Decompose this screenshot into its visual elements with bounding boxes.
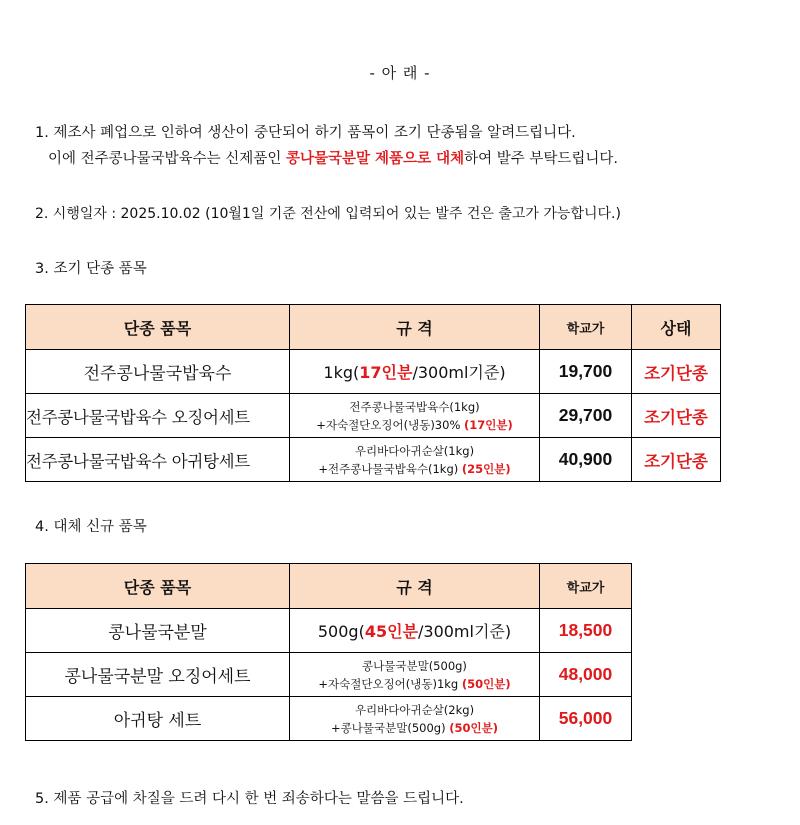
school-price: 48,000 <box>540 653 632 697</box>
spec-text: +콩나물국분말(500g) <box>331 720 450 735</box>
product-name: 아귀탕 세트 <box>26 697 290 741</box>
spec-line-1: 콩나물국분말(500g) <box>362 658 467 673</box>
col-header-price: 학교가 <box>540 305 632 350</box>
spec-text: +전주콩나물국밥육수(1kg) <box>318 461 462 476</box>
item1-line2 <box>48 147 618 168</box>
table-row <box>26 609 632 653</box>
table-row <box>26 653 632 697</box>
item3-title: 3. 조기 단종 품목 <box>35 261 147 277</box>
col-header-status: 상태 <box>632 305 721 350</box>
school-price: 40,900 <box>540 438 632 482</box>
spec-line-1: 우리바다아귀순살(1kg) <box>354 443 475 458</box>
spec-line-1: 우리바다아귀순살(2kg) <box>354 702 475 717</box>
table-row <box>26 394 721 438</box>
item1-line2-post: 하여 발주 부탁드립니다. <box>464 151 619 167</box>
status-badge: 조기단종 <box>632 394 721 438</box>
spec-text: /300ml기준) <box>418 622 512 641</box>
item1-line2-highlight: 콩나물국분말 제품으로 대체 <box>285 151 465 167</box>
spec-servings: (50인분) <box>461 676 511 691</box>
item2-effective-date: 2. 시행일자 : 2025.10.02 (10월1일 기준 전산에 입력되어 있는 발주 건은 출고가 가능합니다.) <box>35 206 621 222</box>
product-name: 전주콩나물국밥육수 <box>26 350 290 394</box>
spec-servings: (17인분) <box>464 417 513 432</box>
notice-heading: - 아 래 - <box>369 64 431 82</box>
school-price: 19,700 <box>540 350 632 394</box>
product-spec <box>290 609 540 653</box>
spec-servings: 45인분 <box>364 622 418 641</box>
school-price: 29,700 <box>540 394 632 438</box>
spec-line-2 <box>290 416 539 434</box>
spec-text: /300ml기준) <box>412 363 506 382</box>
spec-servings: 17인분 <box>359 363 413 382</box>
product-spec <box>290 697 540 741</box>
school-price: 18,500 <box>540 609 632 653</box>
product-spec <box>290 438 540 482</box>
table-row <box>26 438 721 482</box>
item4-title: 4. 대체 신규 품목 <box>35 519 147 535</box>
product-spec <box>290 350 540 394</box>
item5-apology: 5. 제품 공급에 차질을 드려 다시 한 번 죄송하다는 말씀을 드립니다. <box>35 791 464 807</box>
product-spec <box>290 653 540 697</box>
table-header-row <box>26 564 632 609</box>
spec-line-2 <box>290 719 539 737</box>
spec-line-2 <box>290 675 539 693</box>
product-name: 전주콩나물국밥육수 아귀탕세트 <box>26 438 290 482</box>
table-row <box>26 350 721 394</box>
school-price: 56,000 <box>540 697 632 741</box>
col-header-spec: 규 격 <box>290 564 540 609</box>
spec-text: +자숙절단오징어(냉동)1kg <box>318 676 462 691</box>
spec-text: +자숙절단오징어(냉동)30% <box>316 417 465 432</box>
spec-line-2 <box>290 460 539 478</box>
spec-line-1: 전주콩나물국밥육수(1kg) <box>349 399 480 414</box>
spec-text: 1kg( <box>323 363 360 382</box>
product-name: 콩나물국분말 <box>26 609 290 653</box>
discontinued-table <box>25 304 721 482</box>
spec-servings: (25인분) <box>461 461 511 476</box>
product-spec <box>290 394 540 438</box>
product-name: 콩나물국분말 오징어세트 <box>26 653 290 697</box>
status-badge: 조기단종 <box>632 350 721 394</box>
item1-line2-pre: 이에 전주콩나물국밥육수는 신제품인 <box>48 151 286 167</box>
table-header-row <box>26 305 721 350</box>
col-header-product: 단종 품목 <box>26 564 290 609</box>
col-header-spec: 규 격 <box>290 305 540 350</box>
col-header-product: 단종 품목 <box>26 305 290 350</box>
spec-servings: (50인분) <box>449 720 498 735</box>
product-name: 전주콩나물국밥육수 오징어세트 <box>26 394 290 438</box>
spec-text: 500g( <box>317 622 365 641</box>
status-badge: 조기단종 <box>632 438 721 482</box>
item1-line1: 1. 제조사 폐업으로 인하여 생산이 중단되어 하기 품목이 조기 단종됨을 알려드립니다. <box>35 125 576 141</box>
col-header-price: 학교가 <box>540 564 632 609</box>
replacement-table <box>25 563 632 741</box>
table-row <box>26 697 632 741</box>
